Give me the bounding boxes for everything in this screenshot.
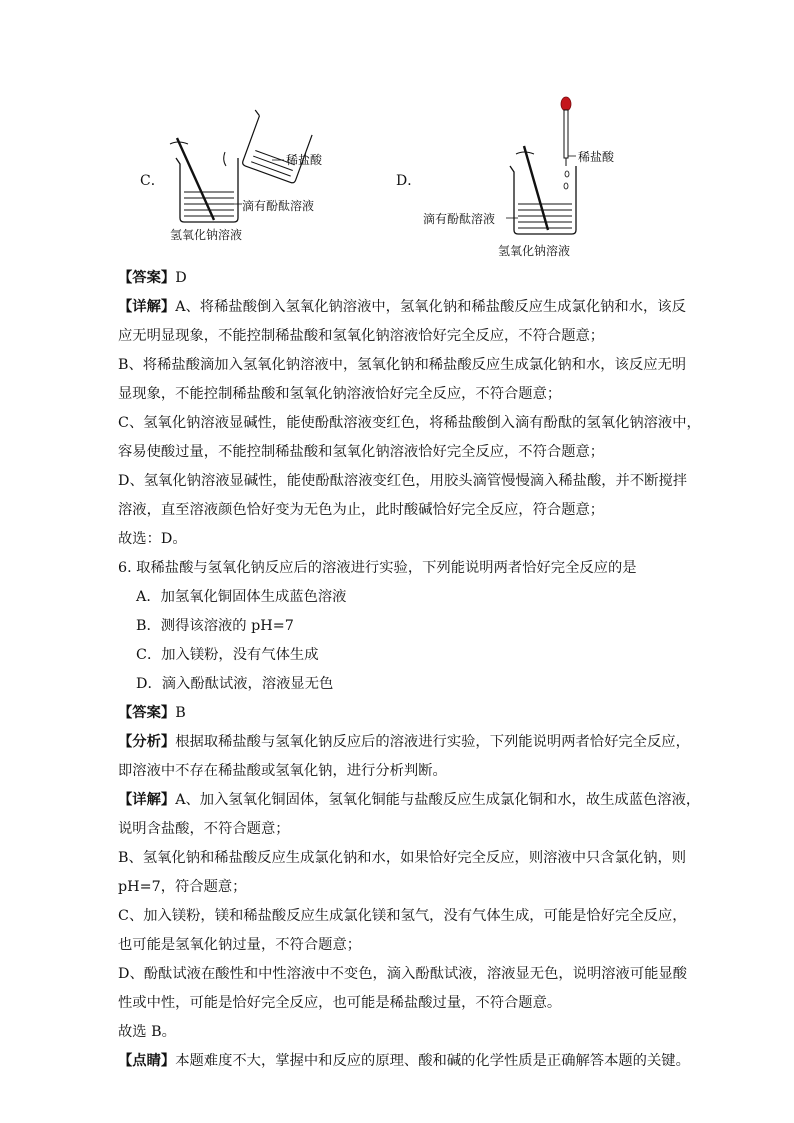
q6-detail-line: 【详解】A、加入氢氧化铜固体，氢氧化铜能与盐酸反应生成氯化铜和水，故生成蓝色溶液， [118,792,701,808]
solution-text [118,264,701,1076]
q5-detail-line: 溶液，直至溶液颜色恰好变为无色为止，此时酸碱恰好完全反应，符合题意； [118,502,605,518]
option-c-letter: C． [140,173,165,189]
q6-option-a: A．加氢氧化铜固体生成蓝色溶液 [136,589,347,605]
beaker-icon [176,158,238,222]
q6-detail-line: 也可能是氢氧化钠过量，不符合题意； [118,937,362,953]
q5-detail-line: 【详解】A、将稀盐酸倒入氢氧化钠溶液中，氢氧化钠和稀盐酸反应生成氯化钠和水，该反 [118,299,686,315]
q6-detail-line: C、加入镁粉，镁和稀盐酸反应生成氯化镁和氢气，没有气体生成，可能是恰好完全反应， [118,908,687,924]
figure-d-naoh-label: 氢氧化钠溶液 [498,244,571,258]
dropper-icon [561,97,571,189]
q6-option-d: D．滴入酚酞试液，溶液显无色 [136,676,334,692]
beaker-icon [510,166,576,234]
q6-option-c: C．加入镁粉，没有气体生成 [136,647,319,663]
q6-analysis-line: 【分析】根据取稀盐酸与氢氧化钠反应后的溶液进行实验，下列能说明两者恰好完全反应， [118,734,690,750]
q6-detail-line: 性或中性，可能是恰好完全反应，也可能是稀盐酸过量，不符合题意。 [118,995,562,1011]
figure-d-acid-label: 稀盐酸 [578,150,615,164]
q5-detail-line: B、将稀盐酸滴加入氢氧化钠溶液中，氢氧化钠和稀盐酸反应生成氯化钠和水，该反应无明 [118,357,687,373]
figure-c-naoh-label: 氢氧化钠溶液 [170,228,243,242]
pouring-beaker-icon [236,110,313,184]
figure-c-acid-label: 稀盐酸 [286,153,323,167]
stirring-rod-icon [170,138,214,220]
stirring-rod-icon [516,146,548,230]
q6-stem: 6. 取稀盐酸与氢氧化钠反应后的溶液进行实验，下列能说明两者恰好完全反应的是 [118,560,637,576]
q6-comment: 【点睛】本题难度不大，掌握中和反应的原理、酸和碱的化学性质是正确解答本题的关键。 [118,1053,690,1069]
option-d-letter: D． [396,173,422,189]
q6-detail-line: pH=7，符合题意； [118,879,247,895]
q6-option-b: B．测得该溶液的 pH=7 [136,618,294,634]
q5-detail-line: 显现象，不能控制稀盐酸和氢氧化钠溶液恰好完全反应，不符合题意； [118,386,562,402]
q5-detail-line: C、氢氧化钠溶液显碱性，能使酚酞溶液变红色，将稀盐酸倒入滴有酚酞的氢氧化钠溶液中， [118,415,701,431]
q6-detail-line: B、氢氧化钠和稀盐酸反应生成氯化钠和水，如果恰好完全反应，则溶液中只含氯化钠，则 [118,850,687,866]
q6-conclusion: 故选 B。 [118,1024,176,1040]
q5-detail-line: D、氢氧化钠溶液显碱性，能使酚酞溶液变红色，用胶头滴管慢慢滴入稀盐酸，并不断搅拌 [118,473,688,489]
q5-conclusion: 故选：D。 [118,531,187,547]
q5-detail-line: 容易使酸过量，不能控制稀盐酸和氢氧化钠溶液恰好完全反应，不符合题意； [118,444,605,460]
q6-detail-line: 说明含盐酸，不符合题意； [118,821,290,837]
q6-analysis-line: 即溶液中不存在稀盐酸或氢氧化钠，进行分析判断。 [118,763,447,779]
q6-answer: 【答案】B [118,705,186,721]
figure-c-indicator-label: 滴有酚酞溶液 [242,199,315,213]
q5-answer: 【答案】D [118,270,187,286]
q6-detail-line: D、酚酞试液在酸性和中性溶液中不变色，滴入酚酞试液，溶液显无色，说明溶液可能显酸 [118,966,688,982]
figure-d [500,94,600,244]
q5-detail-line: 应无明显现象，不能控制稀盐酸和氢氧化钠溶液恰好完全反应，不符合题意； [118,328,605,344]
figure-d-indicator-label: 滴有酚酞溶液 [423,212,496,226]
